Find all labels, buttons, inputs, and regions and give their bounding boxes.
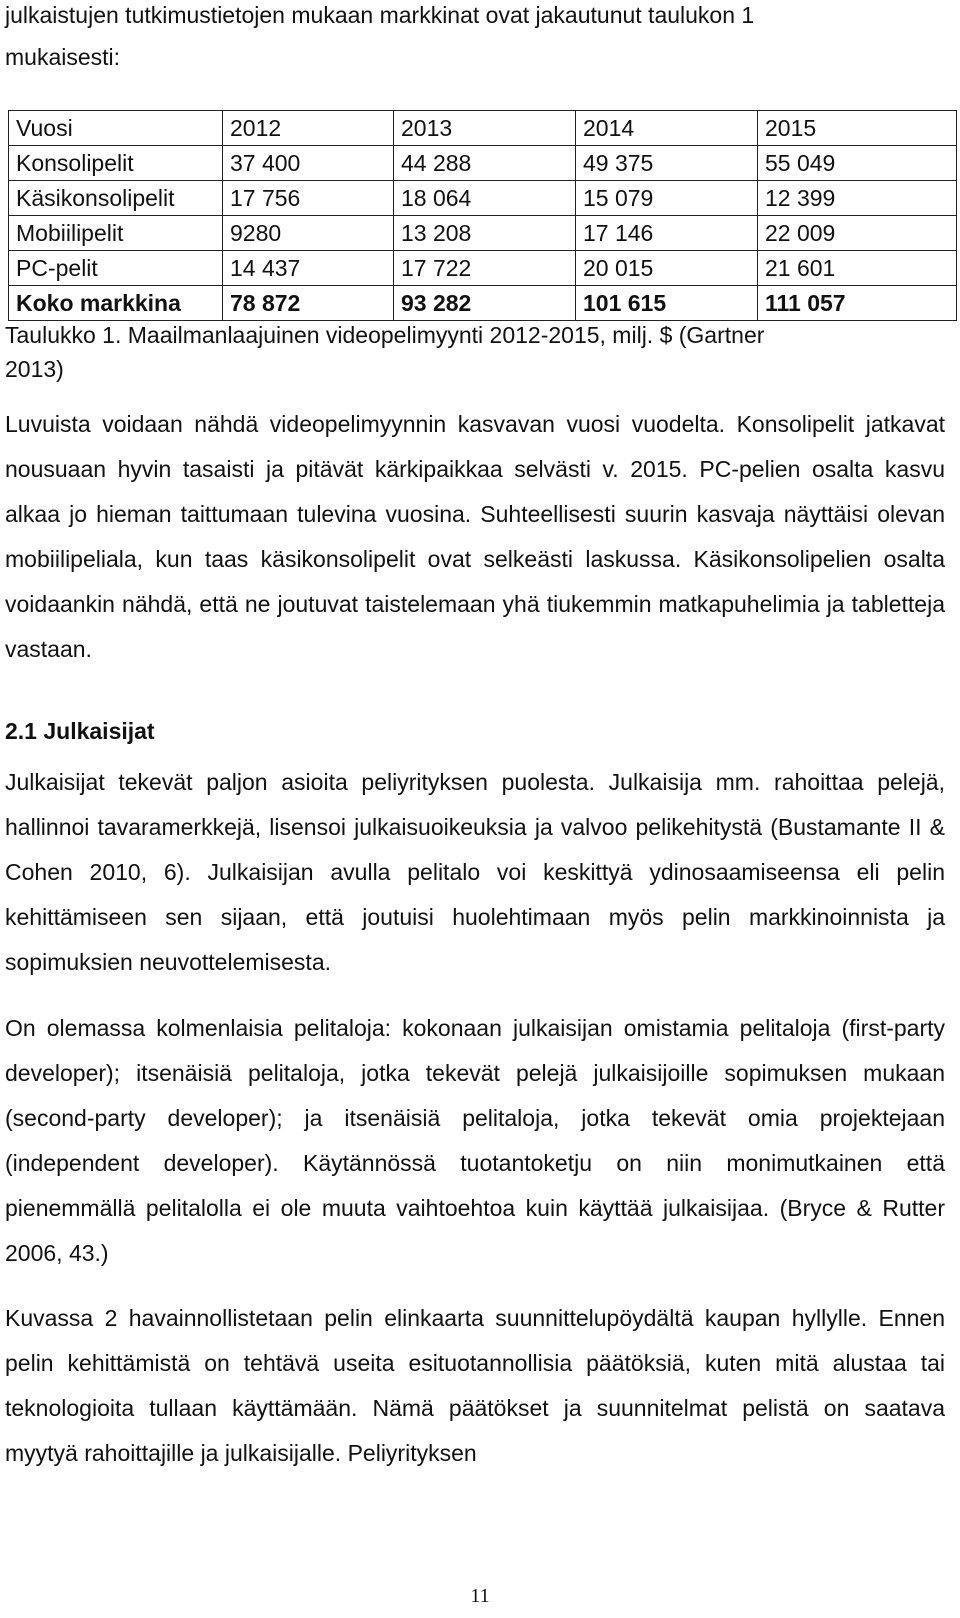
table-cell: 78 872: [223, 286, 394, 321]
page-number: 11: [470, 1585, 490, 1607]
paragraph: Julkaisijat tekevät paljon asioita peliyrityksen puolesta. Julkaisija mm. rahoittaa pelejä, hallinnoi tavaramerkkejä, lisensoi julkaisuoikeuksia ja valvoo pelikehitystä (Bustamante II & Cohen 2010, 6). Julkaisijan avulla pelitalo voi keskittyä ydinosaamiseensa eli pelin kehittämiseen sen sijaan, että joutuisi huolehtimaan myös pelin markkinoinnista ja sopimuksien neuvottelemisesta.: [5, 769, 945, 975]
section-heading: 2.1 Julkaisijat: [5, 718, 155, 744]
table-cell: Mobiilipelit: [9, 216, 223, 251]
table-cell: 9280: [223, 216, 394, 251]
sales-table: [8, 110, 957, 321]
intro-line-1: julkaistujen tutkimustietojen mukaan markkinat ovat jakautunut taulukon 1: [5, 2, 755, 28]
paragraph: Luvuista voidaan nähdä videopelimyynnin kasvavan vuosi vuodelta. Konsolipelit jatkavat nousuaan hyvin tasaisti ja pitävät kärkipaikkaa selvästi v. 2015. PC-pelien osalta kasvu alkaa jo hieman taittumaan tulevina vuosina. Suhteellisesti suurin kasvaja näyttäisi olevan mobiilipeliala, kun taas käsikonsolipelit ovat selkeästi laskussa. Käsikonsolipelien osalta voidaankin nähdä, että ne joutuvat taistelemaan yhä tiukemmin matkapuhelimia ja tabletteja vastaan.: [5, 411, 945, 662]
table-cell: Käsikonsolipelit: [9, 181, 223, 216]
table-row: [9, 216, 957, 251]
table-cell: 49 375: [576, 146, 758, 181]
table-caption-line-2: 2013): [5, 356, 64, 382]
table-row: [9, 146, 957, 181]
table-cell: PC-pelit: [9, 251, 223, 286]
table-cell: 17 756: [223, 181, 394, 216]
table-cell: 93 282: [394, 286, 576, 321]
table-cell: 13 208: [394, 216, 576, 251]
table-cell: Vuosi: [9, 111, 223, 146]
table-cell: 2012: [223, 111, 394, 146]
table-cell: 17 146: [576, 216, 758, 251]
table-cell: 15 079: [576, 181, 758, 216]
table-cell: Konsolipelit: [9, 146, 223, 181]
table-cell: 111 057: [758, 286, 957, 321]
table-cell: 2013: [394, 111, 576, 146]
table-caption-line-1: Taulukko 1. Maailmanlaajuinen videopelimyynti 2012-2015, milj. $ (Gartner: [5, 322, 765, 348]
table-cell: 44 288: [394, 146, 576, 181]
paragraph: Kuvassa 2 havainnollistetaan pelin elinkaarta suunnittelupöydältä kaupan hyllylle. Ennen pelin kehittämistä on tehtävä useita esituotannollisia päätöksiä, kuten mitä alustaa tai teknologioita tullaan käyttämään. Nämä päätökset ja suunnitelmat pelistä on saatava myytyä rahoittajille ja julkaisijalle. Peliyrityksen: [5, 1305, 945, 1466]
table-cell: Koko markkina: [9, 286, 223, 321]
paragraph: On olemassa kolmenlaisia pelitaloja: kokonaan julkaisijan omistamia pelitaloja (first-party developer); itsenäisiä pelitaloja, jotka tekevät pelejä julkaisijoille sopimuksen mukaan (second-party developer); ja itsenäisiä pelitaloja, jotka tekevät omia projektejaan (independent developer). Käytännössä tuotantoketju on niin monimutkainen että pienemmällä pelitalolla ei ole muuta vaihtoehtoa kuin käyttää julkaisijaa. (Bryce & Rutter 2006, 43.): [5, 1015, 945, 1266]
table-cell: 12 399: [758, 181, 957, 216]
table-cell: 20 015: [576, 251, 758, 286]
table-cell: 2015: [758, 111, 957, 146]
table-header-row: [9, 111, 957, 146]
table-cell: 21 601: [758, 251, 957, 286]
table-cell: 18 064: [394, 181, 576, 216]
table-cell: 37 400: [223, 146, 394, 181]
table-row: [9, 181, 957, 216]
table-row: [9, 251, 957, 286]
table-cell: 17 722: [394, 251, 576, 286]
table-total-row: [9, 286, 957, 321]
table-cell: 101 615: [576, 286, 758, 321]
table-cell: 22 009: [758, 216, 957, 251]
table-cell: 55 049: [758, 146, 957, 181]
table-cell: 14 437: [223, 251, 394, 286]
intro-line-2: mukaisesti:: [5, 44, 121, 70]
table-cell: 2014: [576, 111, 758, 146]
